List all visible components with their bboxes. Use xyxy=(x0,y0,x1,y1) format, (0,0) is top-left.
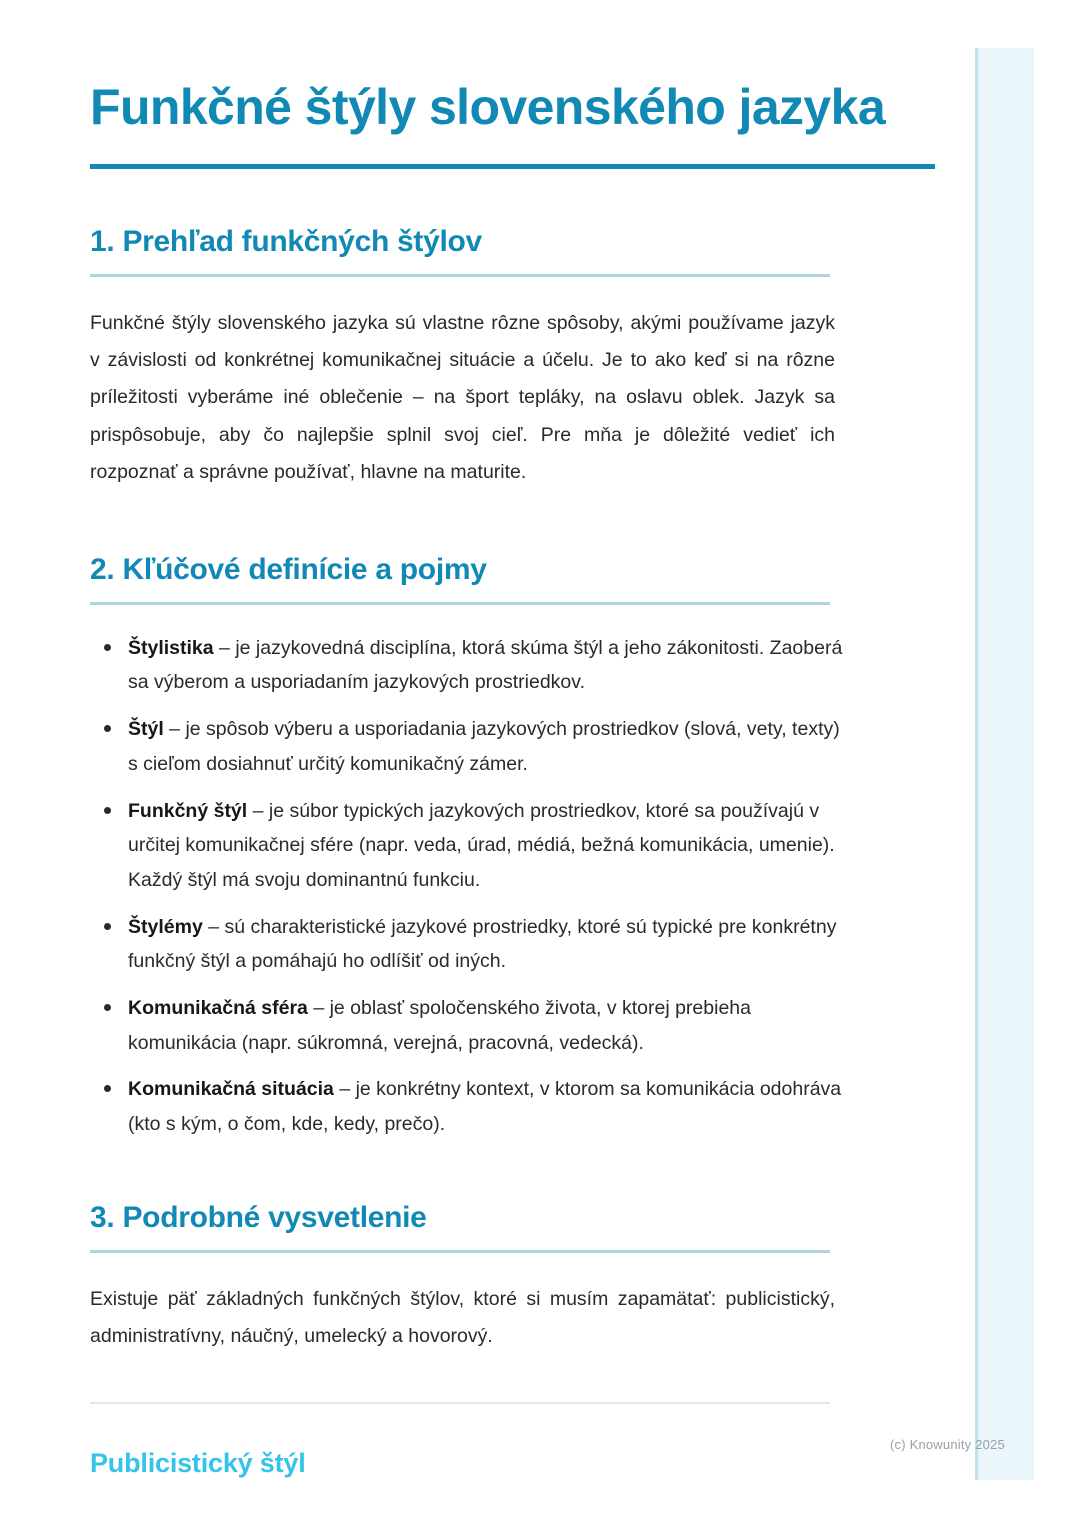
page-title: Funkčné štýly slovenského jazyka xyxy=(90,79,886,135)
term-definition: – je konkrétny kontext, v ktorom sa komunikácia odohráva (kto s kým, o čom, kde, kedy, prečo). xyxy=(128,1078,842,1136)
section-1-paragraph: Funkčné štýly slovenského jazyka sú vlastne rôzne spôsoby, akými používame jazyk v závislosti od konkrétnej komunikačnej situácie a účelu. Je to ako keď si na rôzne príležitosti vyberáme iné oblečenie – na šport tepláky, na oslavu oblek. Jazyk sa prispôsobuje, aby čo najlepšie splnil svoj cieľ. Pre mňa je dôležité vedieť ich rozpoznať a správne používať, hlavne na maturite. xyxy=(90,311,835,484)
list-item xyxy=(90,794,850,898)
list-item xyxy=(90,631,850,700)
list-item xyxy=(90,910,850,979)
term-label: Štylémy xyxy=(128,915,203,938)
watermark: (c) Knowunity 2025 xyxy=(890,1437,1005,1452)
bullet-icon xyxy=(104,1085,111,1092)
subheading-publicisticky-styl: Publicistický štýl xyxy=(90,1447,306,1478)
bullet-icon xyxy=(104,644,111,651)
bullet-icon xyxy=(104,923,111,930)
term-definition: – je oblasť spoločenského života, v ktorej prebieha komunikácia (napr. súkromná, verejná, pracovná, vedecká). xyxy=(128,997,751,1054)
term-label: Komunikačná situácia xyxy=(128,1078,334,1101)
section-heading-3: 3. Podrobné vysvetlenie xyxy=(90,1200,427,1234)
section-2-divider xyxy=(90,602,830,605)
bullet-icon xyxy=(104,725,111,732)
content-divider xyxy=(90,1402,830,1404)
title-divider xyxy=(90,164,935,169)
bullet-icon xyxy=(104,807,111,814)
section-heading-2: 2. Kľúčové definície a pojmy xyxy=(90,552,487,586)
section-3-divider xyxy=(90,1250,830,1253)
term-label: Funkčný štýl xyxy=(128,799,248,822)
section-heading-1: 1. Prehľad funkčných štýlov xyxy=(90,224,482,258)
definitions-list xyxy=(90,631,850,1142)
list-item xyxy=(90,991,850,1060)
term-definition: – sú charakteristické jazykové prostriedky, ktoré sú typické pre konkrétny funkčný štýl a pomáhajú ho odlíšiť od iných. xyxy=(128,915,837,973)
bullet-icon xyxy=(104,1004,111,1011)
term-definition: – je spôsob výberu a usporiadania jazykových prostriedkov (slová, vety, texty) s cieľom dosiahnuť určitý komunikačný zámer. xyxy=(128,718,840,775)
term-label: Komunikačná sféra xyxy=(128,997,308,1020)
list-item xyxy=(90,1072,850,1141)
term-label: Štýl xyxy=(128,718,164,741)
section-3-paragraph: Existuje päť základných funkčných štýlov, ktoré si musím zapamätať: publicistický, administratívny, náučný, umelecký a hovorový. xyxy=(90,1287,835,1348)
list-item xyxy=(90,712,850,781)
section-1-divider xyxy=(90,274,830,277)
term-label: Štylistika xyxy=(128,636,214,659)
term-definition: – je jazykovedná disciplína, ktorá skúma štýl a jeho zákonitosti. Zaoberá sa výberom a usporiadaním jazykových prostriedkov. xyxy=(128,636,843,694)
term-definition: – je súbor typických jazykových prostriedkov, ktoré sa používajú v určitej komunikačnej sfére (napr. veda, úrad, médiá, bežná komunikácia, umenie). Každý štýl má svoju dominantnú funkciu. xyxy=(128,799,835,891)
